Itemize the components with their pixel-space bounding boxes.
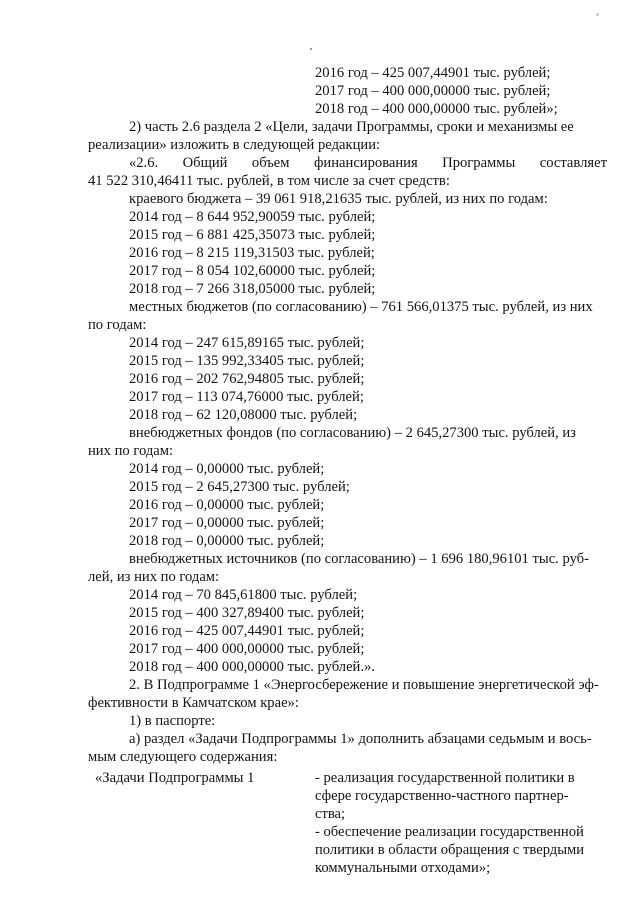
- funds-year-line: 2014 год – 0,00000 тыс. рублей;: [129, 461, 325, 477]
- local-year-line: 2014 год – 247 615,89165 тыс. рублей;: [129, 335, 365, 351]
- word: финансирования: [313, 155, 418, 171]
- regional-year-line: 2014 год – 8 644 952,90059 тыс. рублей;: [129, 209, 376, 225]
- section-2-6-heading: [129, 154, 607, 172]
- item-a-text: а) раздел «Задачи Подпрограммы 1» дополнить абзацами седьмым и вось-: [129, 731, 592, 747]
- intro-year-line: 2018 год – 400 000,00000 тыс. рублей»;: [315, 101, 558, 117]
- word: Программы: [442, 155, 516, 171]
- item-2-text: реализации» изложить в следующей редакции:: [88, 137, 381, 153]
- task-item-line: - обеспечение реализации государственной: [315, 824, 584, 840]
- word: «2.6.: [129, 155, 159, 171]
- sources-title: лей, из них по годам:: [88, 569, 220, 585]
- funds-title: внебюджетных фондов (по согласованию) – 2 645,27300 тыс. рублей, из: [129, 425, 576, 441]
- sources-year-line: 2018 год – 400 000,00000 тыс. рублей.».: [129, 659, 375, 675]
- funds-year-line: 2016 год – 0,00000 тыс. рублей;: [129, 497, 325, 513]
- item-a-text: мым следующего содержания:: [88, 749, 278, 765]
- tasks-label: «Задачи Подпрограммы 1: [95, 770, 255, 786]
- regional-budget-title: краевого бюджета – 39 061 918,21635 тыс. рублей, из них по годам:: [129, 191, 548, 207]
- intro-year-line: 2017 год – 400 000,00000 тыс. рублей;: [315, 83, 551, 99]
- passport-item: 1) в паспорте:: [129, 713, 216, 729]
- sources-year-line: 2015 год – 400 327,89400 тыс. рублей;: [129, 605, 365, 621]
- word: Общий: [182, 155, 228, 171]
- scan-speck: [596, 13, 598, 16]
- sources-year-line: 2017 год – 400 000,00000 тыс. рублей;: [129, 641, 365, 657]
- word: составляет: [539, 155, 607, 171]
- subprogram-1-title: фективности в Камчатском крае»:: [88, 695, 299, 711]
- task-item-line: ства;: [315, 806, 346, 822]
- regional-year-line: 2016 год – 8 215 119,31503 тыс. рублей;: [129, 245, 375, 261]
- local-year-line: 2018 год – 62 120,08000 тыс. рублей;: [129, 407, 358, 423]
- task-item-line: - реализация государственной политики в: [315, 770, 575, 786]
- regional-year-line: 2015 год – 6 881 425,35073 тыс. рублей;: [129, 227, 376, 243]
- sources-year-line: 2016 год – 425 007,44901 тыс. рублей;: [129, 623, 365, 639]
- task-item-line: коммунальными отходами»;: [315, 860, 491, 876]
- regional-year-line: 2018 год – 7 266 318,05000 тыс. рублей;: [129, 281, 376, 297]
- task-item-line: сфере государственно-частного партнер-: [315, 788, 569, 804]
- funds-year-line: 2015 год – 2 645,27300 тыс. рублей;: [129, 479, 350, 495]
- local-year-line: 2017 год – 113 074,76000 тыс. рублей;: [129, 389, 364, 405]
- local-budget-title: по годам:: [88, 317, 147, 333]
- scan-speck: [310, 48, 312, 50]
- item-2-text: 2) часть 2.6 раздела 2 «Цели, задачи Программы, сроки и механизмы ее: [129, 119, 574, 135]
- sources-year-line: 2014 год – 70 845,61800 тыс. рублей;: [129, 587, 358, 603]
- regional-year-line: 2017 год – 8 054 102,60000 тыс. рублей;: [129, 263, 376, 279]
- sources-title: внебюджетных источников (по согласованию) – 1 696 180,96101 тыс. руб-: [129, 551, 589, 567]
- funds-title: них по годам:: [88, 443, 174, 459]
- word: объем: [251, 155, 290, 171]
- subprogram-1-title: 2. В Подпрограмме 1 «Энергосбережение и повышение энергетической эф-: [129, 677, 599, 693]
- local-year-line: 2015 год – 135 992,33405 тыс. рублей;: [129, 353, 365, 369]
- intro-year-line: 2016 год – 425 007,44901 тыс. рублей;: [315, 65, 551, 81]
- local-year-line: 2016 год – 202 762,94805 тыс. рублей;: [129, 371, 365, 387]
- local-budget-title: местных бюджетов (по согласованию) – 761 566,01375 тыс. рублей, из них: [129, 299, 593, 315]
- section-2-6-total: 41 522 310,46411 тыс. рублей, в том числе за счет средств:: [88, 173, 450, 189]
- task-item-line: политики в области обращения с твердыми: [315, 842, 585, 858]
- funds-year-line: 2018 год – 0,00000 тыс. рублей;: [129, 533, 325, 549]
- funds-year-line: 2017 год – 0,00000 тыс. рублей;: [129, 515, 325, 531]
